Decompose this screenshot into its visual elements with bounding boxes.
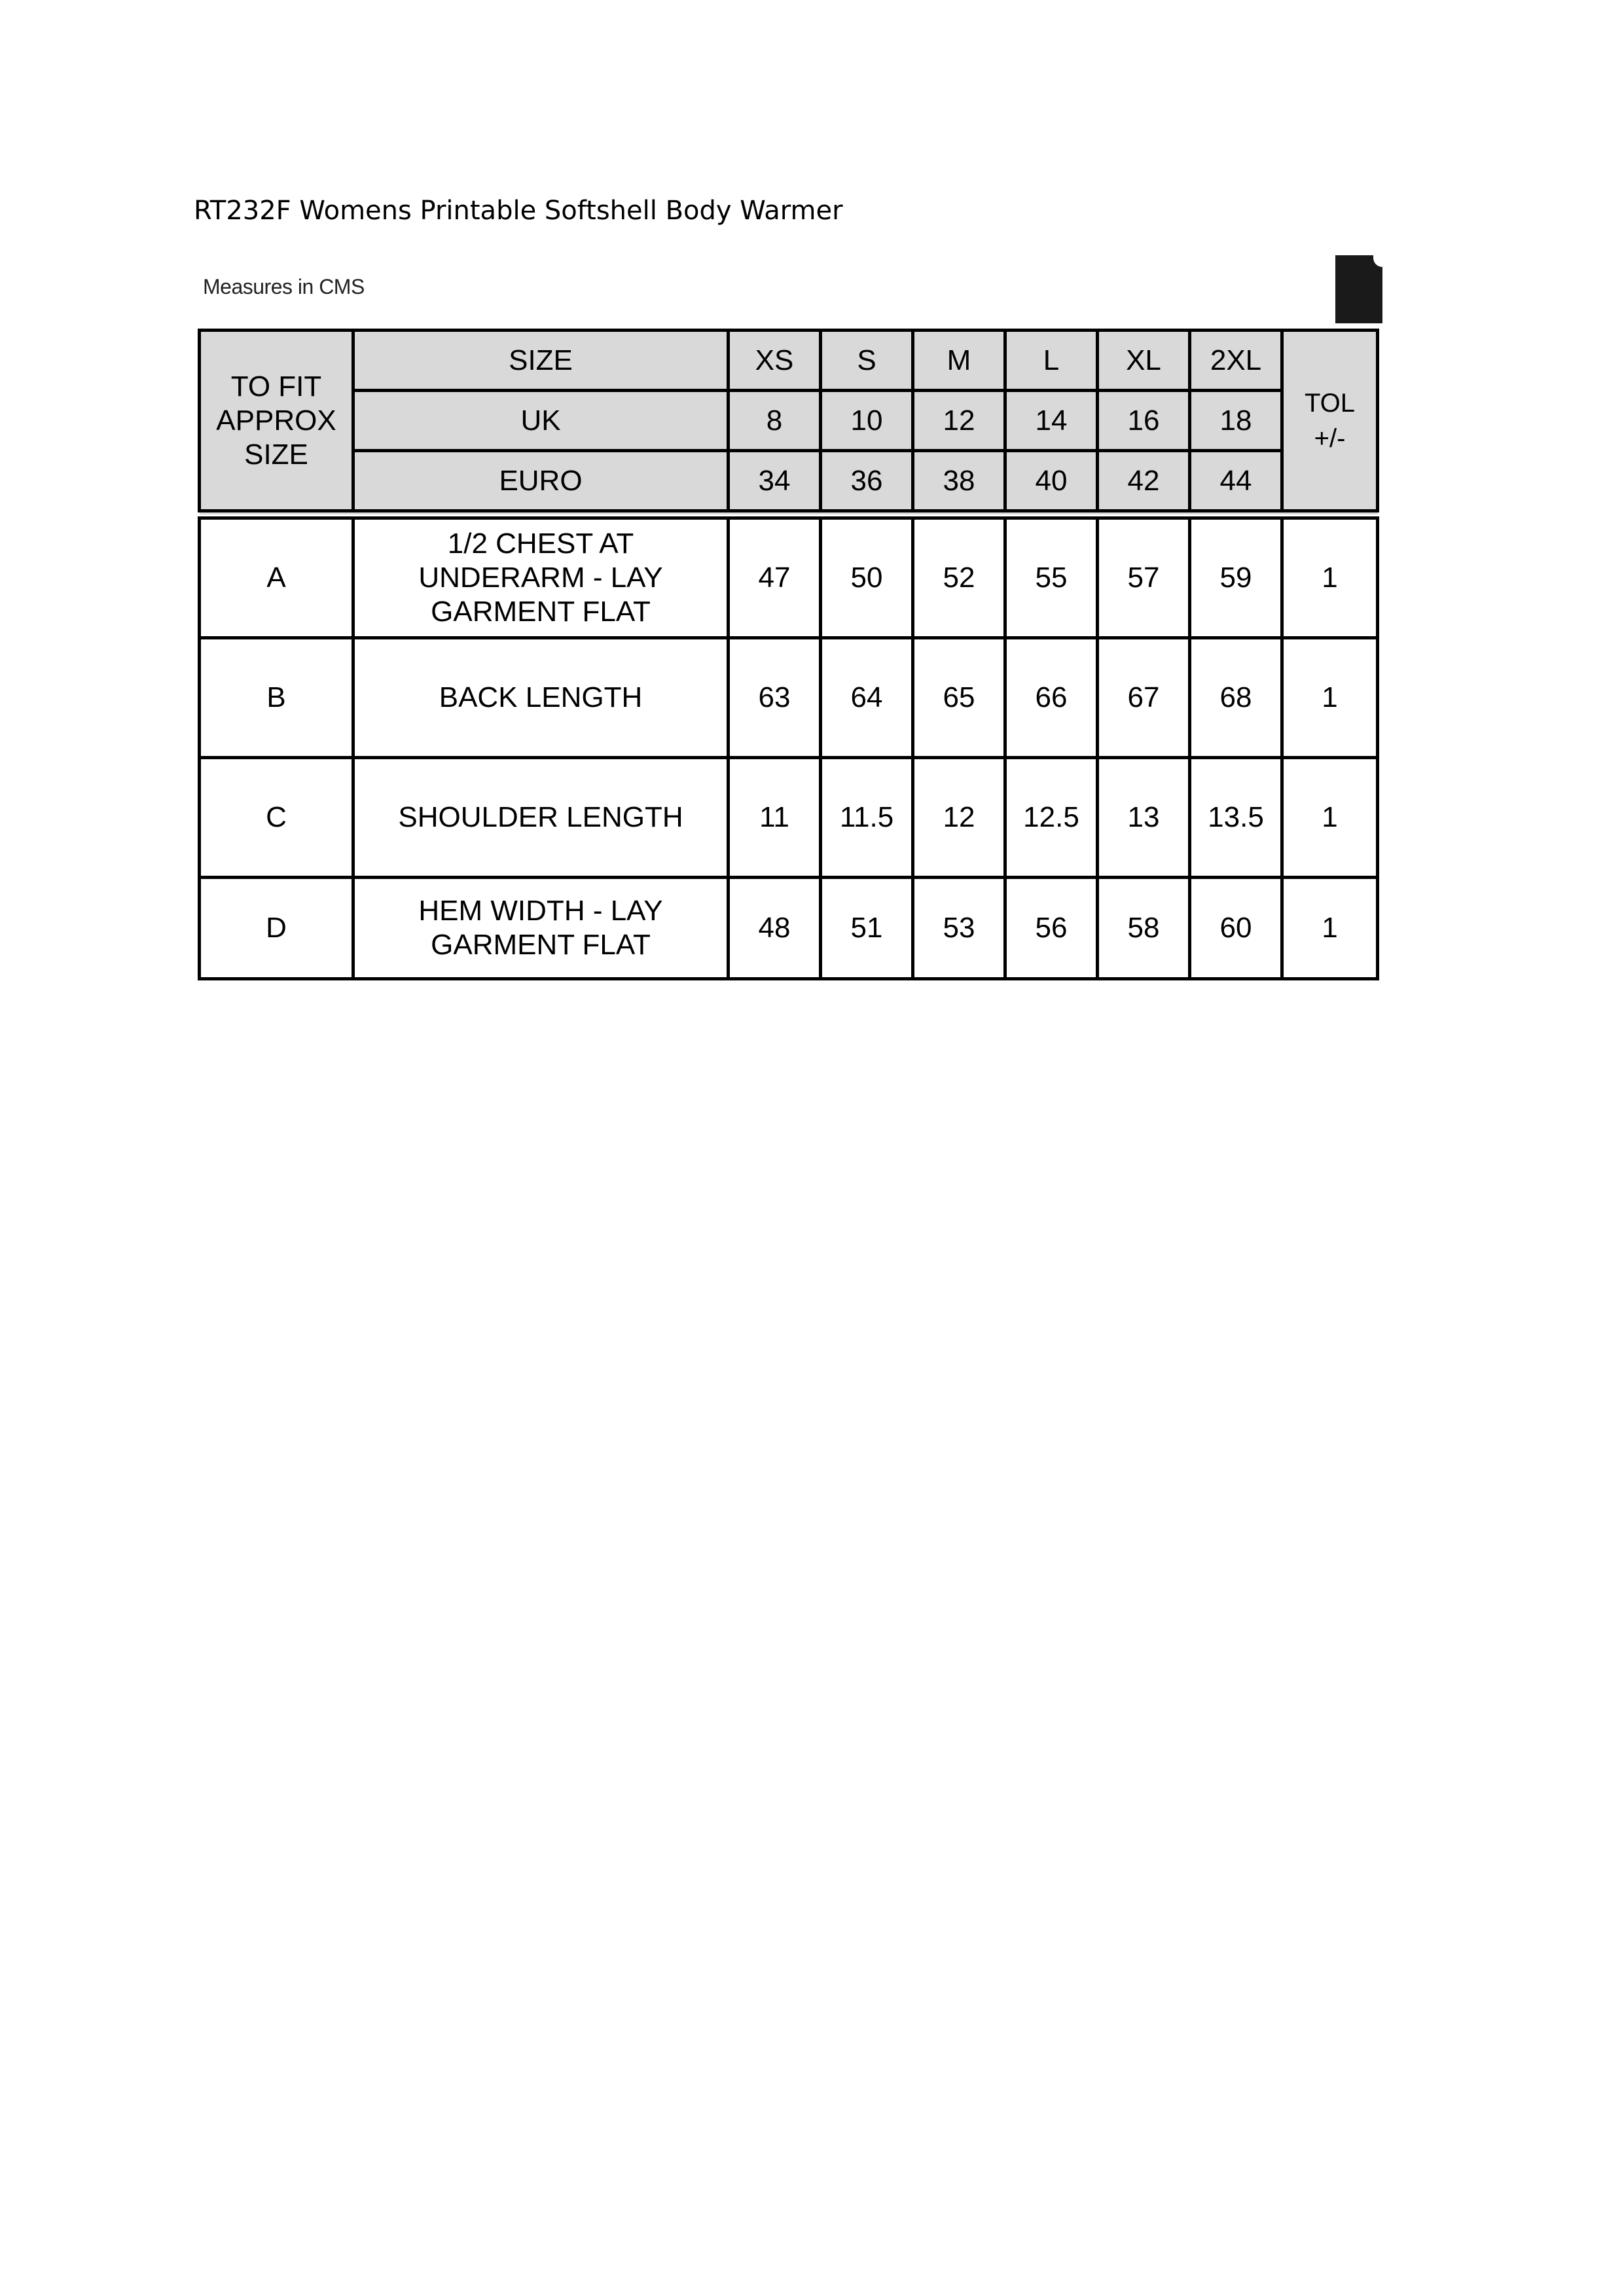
cropped-logo-fragment: [1335, 255, 1382, 323]
size-cell: XS: [729, 331, 821, 391]
measurement-row-d: [200, 878, 1378, 979]
measurement-value: 67: [1098, 638, 1190, 758]
measurement-code: C: [200, 758, 353, 878]
measurement-value: 60: [1190, 878, 1282, 979]
euro-size-cell: 34: [729, 451, 821, 515]
measurement-description: SHOULDER LENGTH: [353, 758, 729, 878]
measurement-code: B: [200, 638, 353, 758]
euro-size-cell: 36: [821, 451, 913, 515]
size-row-label: SIZE: [353, 331, 729, 391]
size-cell: L: [1005, 331, 1098, 391]
uk-row-label: UK: [353, 391, 729, 451]
uk-size-cell: 12: [913, 391, 1005, 451]
size-cell: XL: [1098, 331, 1190, 391]
measurement-code: A: [200, 514, 353, 638]
uk-size-cell: 14: [1005, 391, 1098, 451]
measurement-description: BACK LENGTH: [353, 638, 729, 758]
measurement-value: 52: [913, 514, 1005, 638]
uk-size-cell: 8: [729, 391, 821, 451]
measurement-tolerance: 1: [1282, 758, 1378, 878]
euro-row-label: EURO: [353, 451, 729, 515]
measurement-description: 1/2 CHEST AT UNDERARM - LAY GARMENT FLAT: [353, 514, 729, 638]
measurement-value: 57: [1098, 514, 1190, 638]
measurement-row-c: [200, 758, 1378, 878]
measurement-value: 68: [1190, 638, 1282, 758]
measurement-value: 11.5: [821, 758, 913, 878]
measurement-value: 47: [729, 514, 821, 638]
euro-size-cell: 38: [913, 451, 1005, 515]
measurement-value: 59: [1190, 514, 1282, 638]
tolerance-label: TOL +/-: [1282, 331, 1378, 515]
uk-size-cell: 18: [1190, 391, 1282, 451]
measurement-value: 51: [821, 878, 913, 979]
measurement-value: 58: [1098, 878, 1190, 979]
measurement-value: 65: [913, 638, 1005, 758]
euro-size-cell: 40: [1005, 451, 1098, 515]
measurement-tolerance: 1: [1282, 638, 1378, 758]
measurement-value: 12: [913, 758, 1005, 878]
uk-size-cell: 16: [1098, 391, 1190, 451]
measurement-value: 12.5: [1005, 758, 1098, 878]
measurement-value: 13: [1098, 758, 1190, 878]
to-fit-approx-size-label: TO FIT APPROX SIZE: [200, 331, 353, 515]
size-cell: 2XL: [1190, 331, 1282, 391]
measurement-value: 55: [1005, 514, 1098, 638]
size-chart-table: [198, 329, 1379, 980]
measures-note: Measures in CMS: [203, 275, 365, 298]
header-row-size: [200, 331, 1378, 391]
size-cell: S: [821, 331, 913, 391]
measurement-code: D: [200, 878, 353, 979]
measurement-value: 13.5: [1190, 758, 1282, 878]
measurement-value: 11: [729, 758, 821, 878]
measurement-value: 66: [1005, 638, 1098, 758]
measurement-value: 50: [821, 514, 913, 638]
header-row-uk: [200, 391, 1378, 451]
euro-size-cell: 42: [1098, 451, 1190, 515]
measurement-tolerance: 1: [1282, 878, 1378, 979]
measurement-value: 48: [729, 878, 821, 979]
measurement-value: 53: [913, 878, 1005, 979]
measurement-description: HEM WIDTH - LAY GARMENT FLAT: [353, 878, 729, 979]
measurement-tolerance: 1: [1282, 514, 1378, 638]
measurement-row-b: [200, 638, 1378, 758]
measurement-value: 56: [1005, 878, 1098, 979]
size-cell: M: [913, 331, 1005, 391]
measurement-value: 64: [821, 638, 913, 758]
header-row-euro: [200, 451, 1378, 515]
document-title: RT232F Womens Printable Softshell Body Warmer: [194, 196, 843, 226]
measurement-value: 63: [729, 638, 821, 758]
measurement-row-a: [200, 514, 1378, 638]
euro-size-cell: 44: [1190, 451, 1282, 515]
uk-size-cell: 10: [821, 391, 913, 451]
